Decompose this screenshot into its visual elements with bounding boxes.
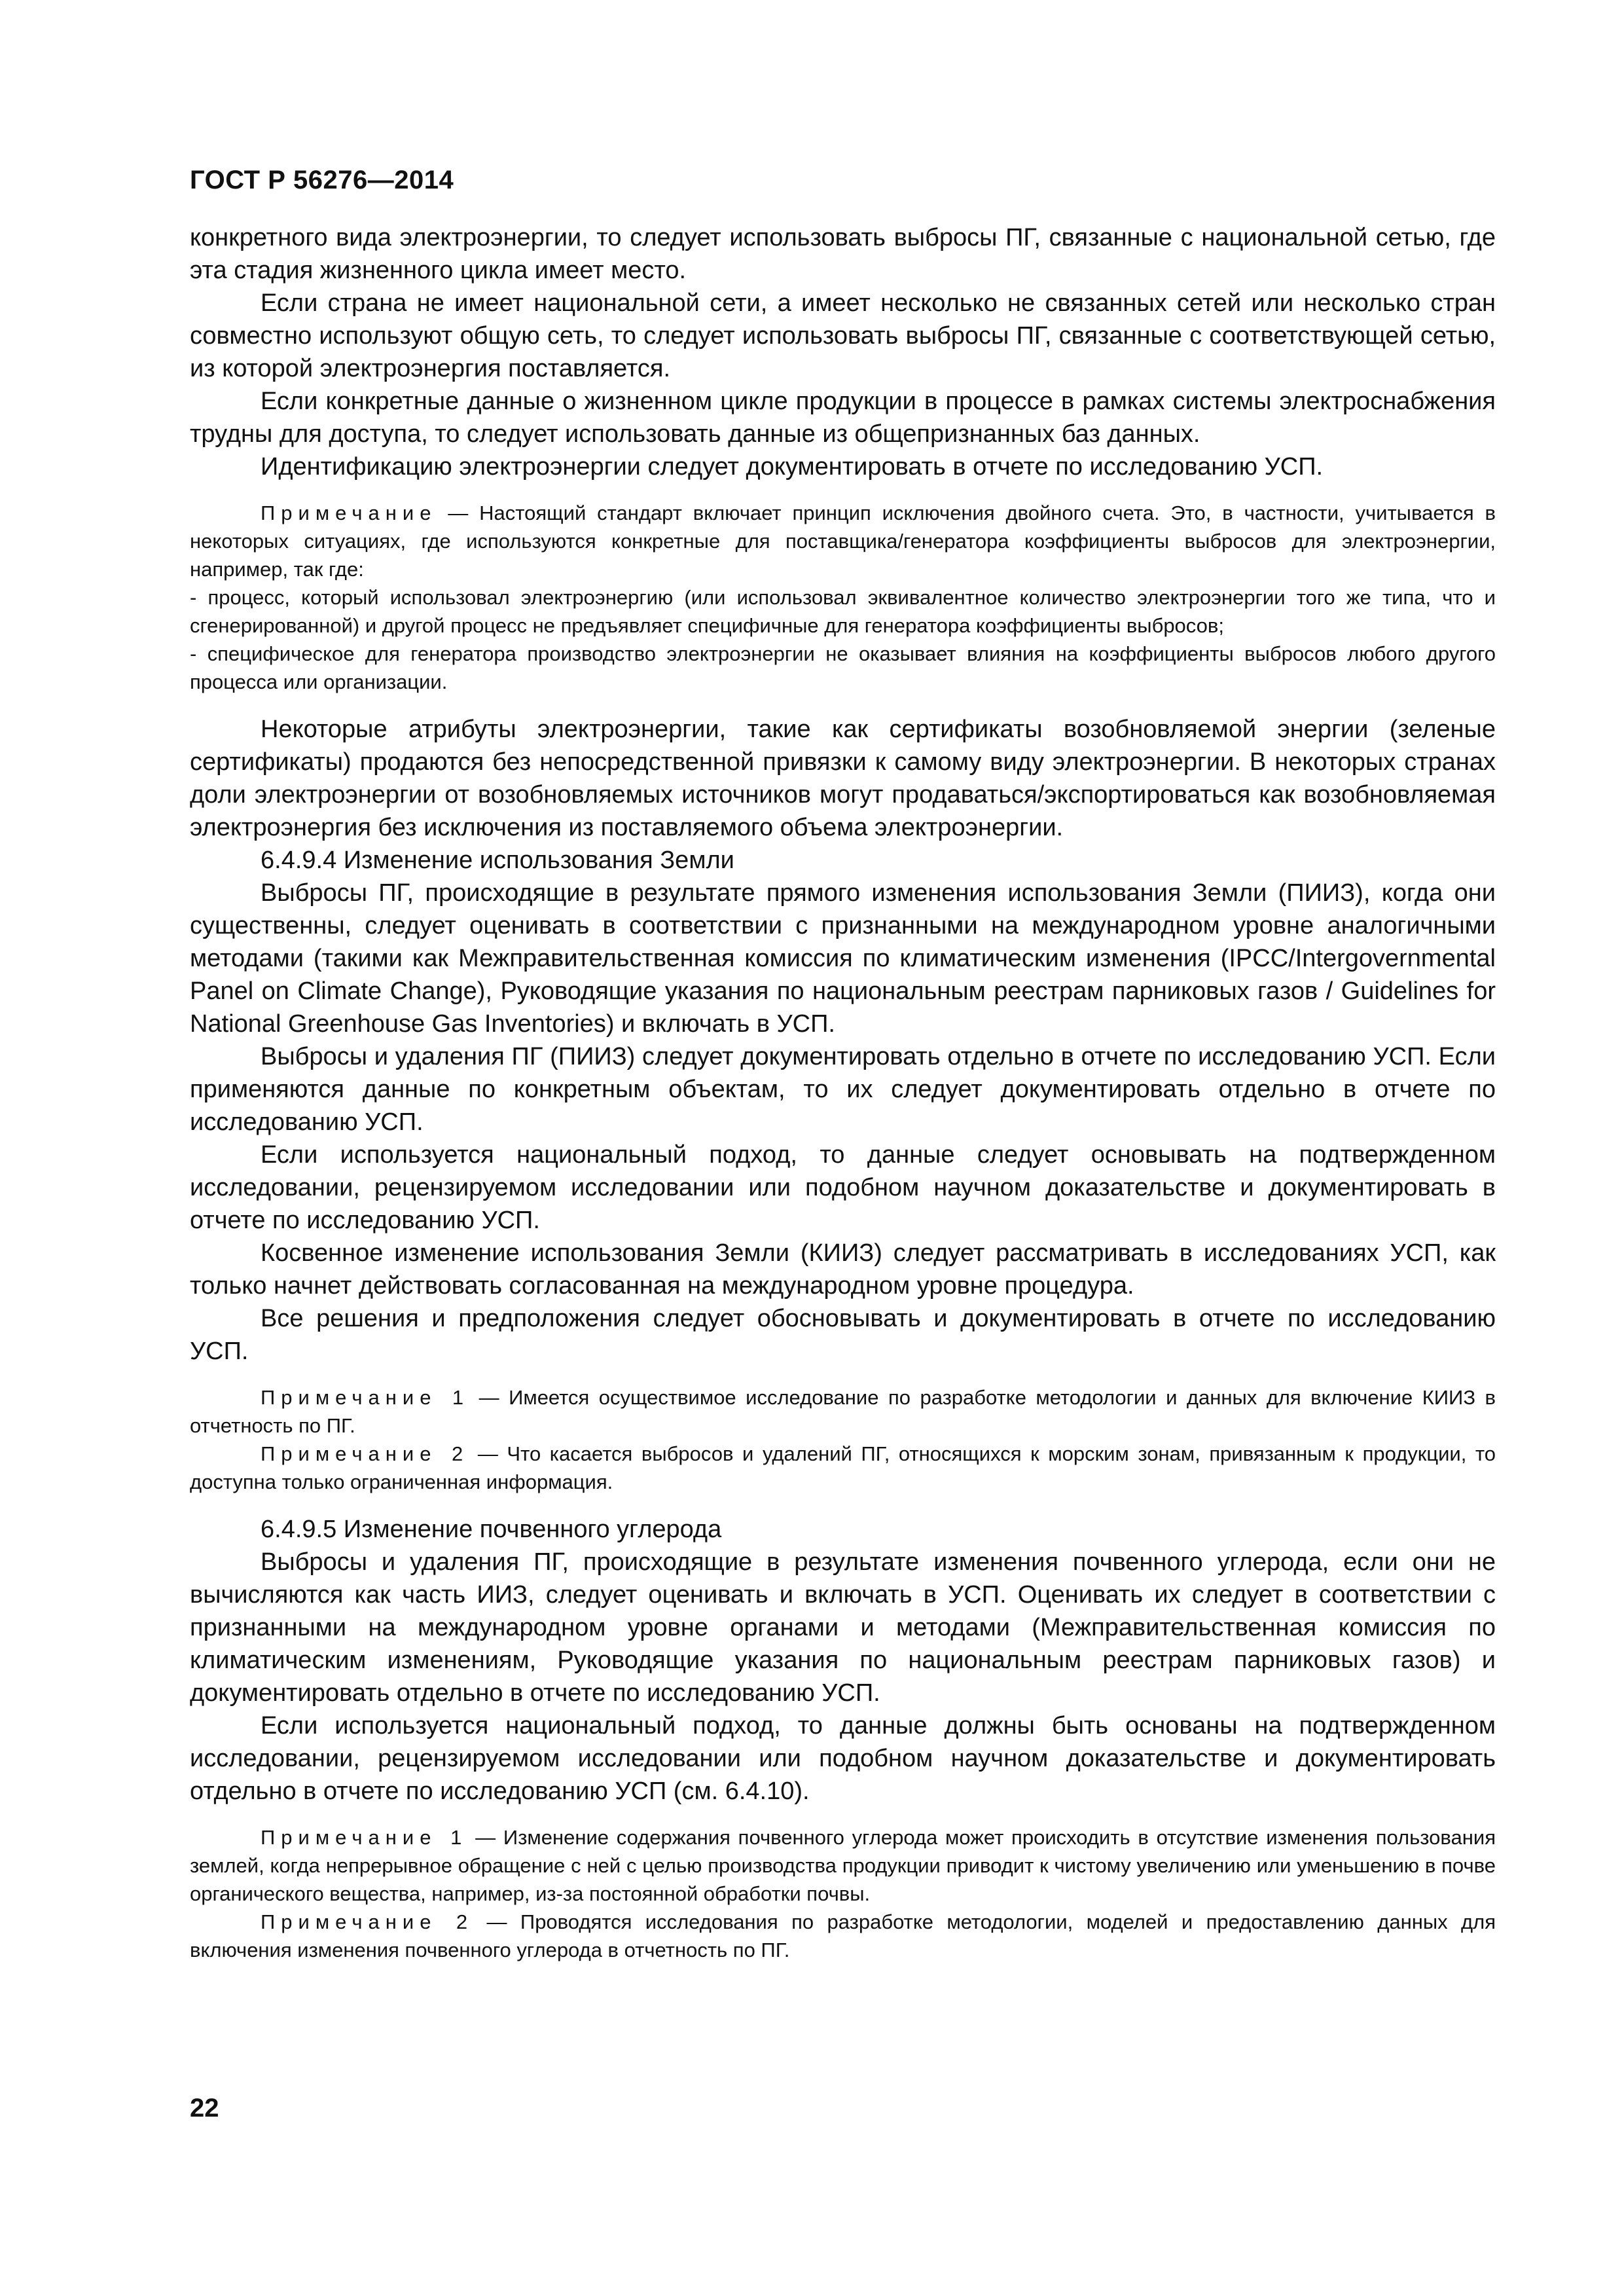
paragraph: Если используется национальный подход, то данные следует основывать на подтвержденном исследовании, рецензируемом исследовании или подобном научном доказательстве и документировать в отчете по исследованию УСП.	[190, 1141, 1496, 1234]
note-text: — Изменение содержания почвенного углерода может происходить в отсутствие изменения пользования землей, когда непрерывное обращение с ней с целью производства продукции приводит к чистому увеличению или уменьшению в почве органического вещества, например, из-за постоянной обработки почвы.	[190, 1826, 1496, 1905]
paragraph: Все решения и предположения следует обосновывать и документировать в отчете по исследованию УСП.	[190, 1305, 1496, 1365]
note-label: Примечание 2	[261, 1442, 469, 1465]
note-paragraph	[190, 1440, 1496, 1496]
note-text: — Настоящий стандарт включает принцип исключения двойного счета. Это, в частности, учитывается в некоторых ситуациях, где используются конкретные для поставщика/генератора коэффициенты выбросов для электроэнергии, например, так где:	[190, 501, 1496, 581]
note-block	[190, 1823, 1496, 1964]
paragraph: 6.4.9.4 Изменение использования Земли	[261, 847, 734, 874]
note-label: Примечание 1	[261, 1826, 468, 1849]
note-label: Примечание	[261, 501, 437, 524]
paragraph: Если конкретные данные о жизненном цикле продукции в процессе в рамках системы электроснабжения трудны для доступа, то следует использовать данные из общепризнанных баз данных.	[190, 388, 1496, 448]
document-code-header: ГОСТ Р 56276—2014	[190, 166, 454, 194]
note-text: - процесс, который использовал электроэнергию (или использовал эквивалентное количество электроэнергии того же типа, что и сгенерированной) и другой процесс не предъявляет специфичные для генератора коэффициенты выбросов;	[190, 586, 1496, 637]
paragraph: Выбросы и удаления ПГ, происходящие в результате изменения почвенного углерода, если они не вычисляются как часть ИИЗ, следует оценивать и включать в УСП. Оценивать их следует в соответствии с признанными на международном уровне органами и методами (Межправительственная комиссия по климатическим изменениям, Руководящие указания по национальным реестрам парниковых газов) и документировать отдельно в отчете по исследованию УСП.	[190, 1548, 1496, 1707]
document-body	[190, 221, 1496, 1981]
paragraph: Косвенное изменение использования Земли (КИИЗ) следует рассматривать в исследованиях УСП, как только начнет действовать согласованная на международном уровне процедура.	[190, 1239, 1496, 1300]
paragraph: Некоторые атрибуты электроэнергии, такие как сертификаты возобновляемой энергии (зеленые сертификаты) продаются без непосредственной привязки к самому виду электроэнергии. В некоторых странах доли электроэнергии от возобновляемых источников могут продаваться/экспортироваться как возобновляемая электроэнергия без исключения из поставляемого объема электроэнергии.	[190, 716, 1496, 841]
note-paragraph	[190, 583, 1496, 640]
paragraph: Если используется национальный подход, то данные должны быть основаны на подтвержденном исследовании, рецензируемом исследовании или подобном научном доказательстве и документировать отдельно в отчете по исследованию УСП (см. 6.4.10).	[190, 1712, 1496, 1805]
note-paragraph	[190, 1823, 1496, 1908]
paragraph: Выбросы и удаления ПГ (ПИИЗ) следует документировать отдельно в отчете по исследованию УСП. Если применяются данные по конкретным объектам, то их следует документировать отдельно в отчете по исследованию УСП.	[190, 1043, 1496, 1136]
note-text: — Что касается выбросов и удалений ПГ, относящихся к морским зонам, привязанным к продукции, то доступна только ограниченная информация.	[190, 1442, 1496, 1493]
note-paragraph	[190, 1908, 1496, 1964]
note-label: Примечание 2	[261, 1910, 474, 1933]
note-text: — Имеется осуществимое исследование по разработке методологии и данных для включение КИИЗ в отчетность по ПГ.	[190, 1386, 1496, 1437]
note-label: Примечание 1	[261, 1386, 470, 1409]
paragraph: конкретного вида электроэнергии, то следует использовать выбросы ПГ, связанные с национальной сетью, где эта стадия жизненного цикла имеет место.	[190, 224, 1496, 284]
note-block	[190, 1383, 1496, 1496]
paragraph: Если страна не имеет национальной сети, а имеет несколько не связанных сетей или несколько стран совместно используют общую сеть, то следует использовать выбросы ПГ, связанные с соответствующей сетью, из которой электроэнергия поставляется.	[190, 289, 1496, 382]
note-paragraph	[190, 640, 1496, 696]
note-block	[190, 499, 1496, 696]
note-paragraph	[190, 1383, 1496, 1440]
note-text: - специфическое для генератора производство электроэнергии не оказывает влияния на коэффициенты выбросов любого другого процесса или организации.	[190, 642, 1496, 693]
paragraph: Идентификацию электроэнергии следует документировать в отчете по исследованию УСП.	[261, 453, 1324, 481]
paragraph: Выбросы ПГ, происходящие в результате прямого изменения использования Земли (ПИИЗ), когда они существенны, следует оценивать в соответствии с признанными на международном уровне аналогичными методами (такими как Межправительственная комиссия по климатическим изменения (IPCC/Intergovernmental Panel on Climate Change), Руководящие указания по национальным реестрам парниковых газов / Guidelines for National Greenhouse Gas Inventories) и включать в УСП.	[190, 879, 1496, 1038]
paragraph: 6.4.9.5 Изменение почвенного углерода	[261, 1516, 722, 1543]
page-number: 22	[190, 2094, 219, 2123]
note-paragraph	[190, 499, 1496, 583]
note-text: — Проводятся исследования по разработке методологии, моделей и предоставлению данных для включения изменения почвенного углерода в отчетность по ПГ.	[190, 1910, 1496, 1961]
